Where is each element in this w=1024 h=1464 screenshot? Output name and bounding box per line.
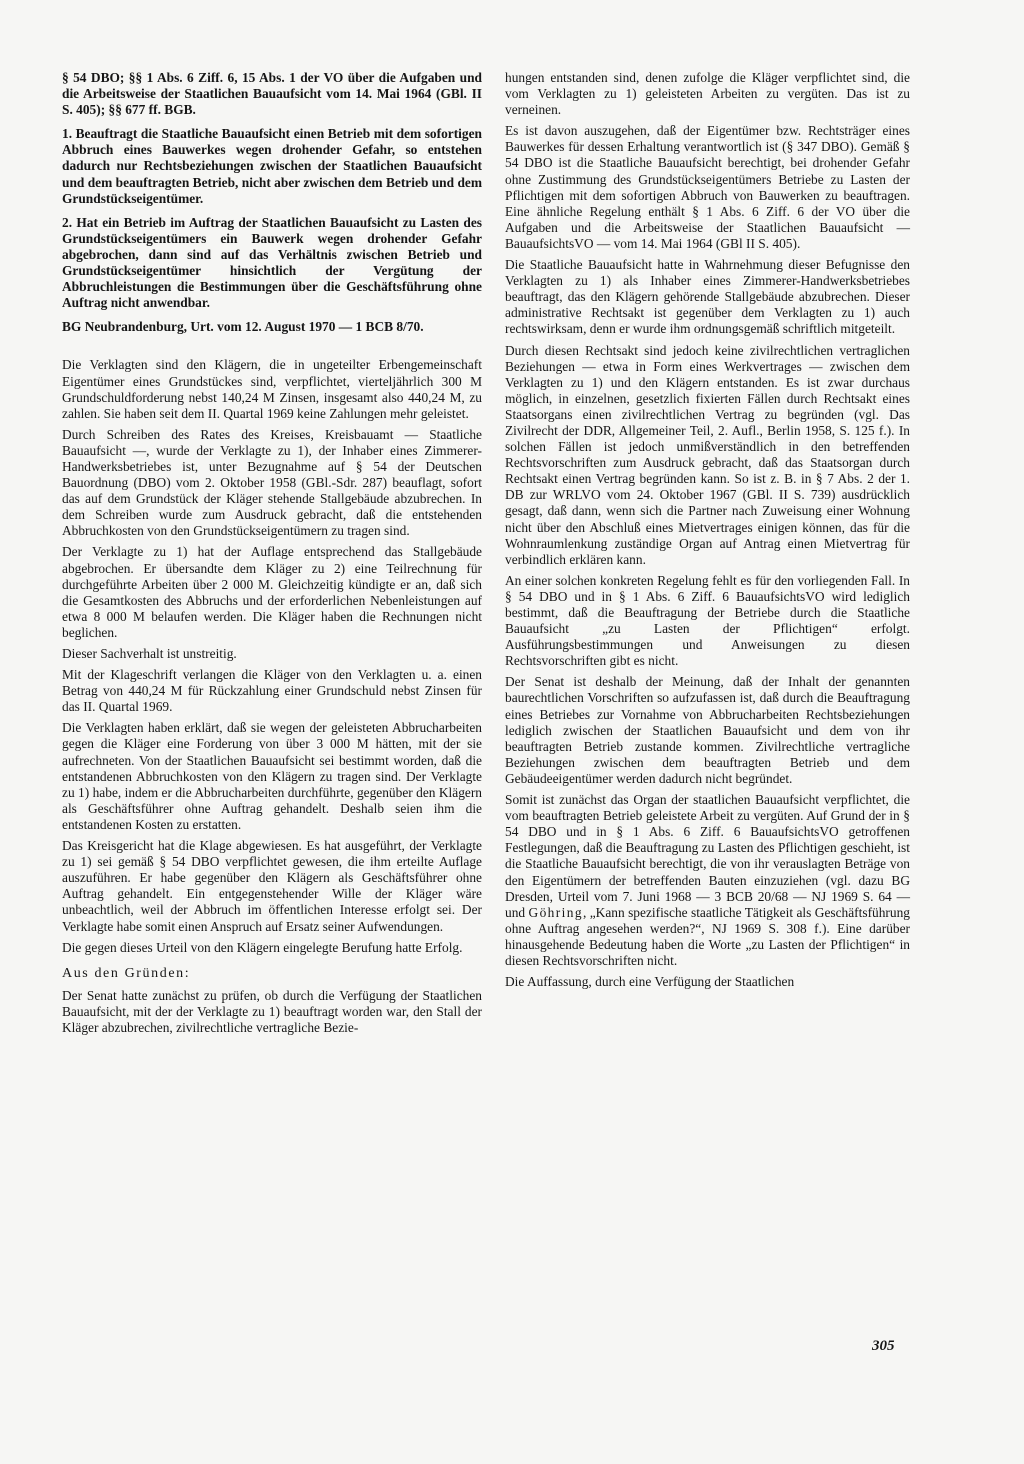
facts-paragraph: Die Verklagten haben erklärt, daß sie wegen der geleisteten Abbrucharbeiten gegen die Kläger eine Forderung von über 3 000 M hätten, mit der sie aufrechneten. Von der Staatlichen Bauaufsicht sei bestimmt worden, daß die entstandenen Abbruchkosten von den Klägern zu tragen sind. Der Verklagte zu 1) habe, indem er die Abbrucharbeiten durchführte, gegenüber den Klägern als Geschäftsführer ohne Auftrag gehandelt. Deshalb seien ihm die entstandenen Kosten zu erstatten. <box>62 720 482 832</box>
headnote-lead-1: 1. Beauftragt die Staatliche Bauaufsicht einen Betrieb mit dem sofortigen Abbruch eines Bauwerkes wegen drohender Gefahr, so entstehen dadurch nur Rechtsbeziehungen zwischen der Staatlichen Bauaufsicht und dem beauftragten Betrieb, nicht aber zwischen dem Betrieb und dem Grundstückseigentümer. <box>62 126 482 206</box>
reasons-paragraph: Der Senat hatte zunächst zu prüfen, ob durch die Verfügung der Staatlichen Bauaufsicht, mit der der Verklagte zu 1) beauftragt worden war, den Stall der Kläger abzubrechen, zivilrechtliche vertragliche Bezie- <box>62 987 482 1035</box>
reasons-text: spezifische staatliche Tätigkeit als Geschäftsführung ohne Auftrag angesehen werden?“, NJ 1969 S. 308 f.). Eine darüber hinausgehende Bedeutung haben die Worte „zu Lasten der Pflichtigen“ in diesen Rechtsvorschriften nicht. <box>505 904 910 968</box>
right-column <box>505 70 910 995</box>
facts-paragraph: Durch Schreiben des Rates des Kreises, Kreisbauamt — Staatliche Bauaufsicht —, wurde der Verklagte zu 1), der Inhaber eines Zimmerer-Handwerksbetriebes ist, unter Bezugnahme auf § 54 der Deutschen Bauordnung (DBO) vom 2. Oktober 1958 (GBl.-Sdr. 287) beauflagt, sofort das auf dem Grundstück der Kläger stehende Stallgebäude abzubrechen. In dem Schreiben wurde zum Ausdruck gebracht, daß die entstehenden Abbruchkosten von den Grundstückseigentümern zu tragen sind. <box>62 426 482 539</box>
reasons-paragraph <box>505 792 910 969</box>
reasons-paragraph: An einer solchen konkreten Regelung fehlt es für den vorliegenden Fall. In § 54 DBO und in § 1 Abs. 6 Ziff. 6 BauaufsichtsVO wird lediglich bestimmt, daß die Beauftragung der Betriebe durch die Staatliche Bauaufsicht „zu Lasten der Pflichtigen“ erfolgt. Ausführungsbestimmungen und Anweisungen zu diesen Rechtsvorschriften gibt es nicht. <box>505 572 910 669</box>
facts-paragraph: Die gegen dieses Urteil von den Klägern eingelegte Berufung hatte Erfolg. <box>62 939 463 955</box>
reasons-paragraph: Es ist davon auszugehen, daß der Eigentümer bzw. Rechtsträger eines Bauwerkes für dessen Erhaltung verantwortlich ist (§ 347 DBO). Gemäß § 54 DBO ist die Staatliche Bauaufsicht berechtigt, bei drohender Gefahr ohne Zustimmung des Grundstückseigentümers Betriebe zu Lasten der Pflichtigen mit dem sofortigen Abbruch von Bauwerken zu beauftragen. Eine ähnliche Regelung enthält § 1 Abs. 6 Ziff. 6 der VO über die Aufgaben und die Arbeitsweise der Staatlichen Bauaufsicht — BauaufsichtsVO — vom 14. Mai 1964 (GBl II S. 405). <box>505 123 910 251</box>
left-column <box>62 70 482 1041</box>
reasons-paragraph: Die Auffassung, durch eine Verfügung der Staatlichen <box>505 974 795 990</box>
reasons-paragraph: Die Staatliche Bauaufsicht hatte in Wahrnehmung dieser Befugnisse den Verklagten zu 1) als Inhaber eines Zimmerer-Handwerksbetriebes beauftragt, das den Klägern gehörende Stallgebäude abzubrechen. Dieser administrative Rechtsakt ist gegenüber dem Verklagten zu 1) auch rechtswirksam, denn er wurde ihm ordnungsgemäß schriftlich mitgeteilt. <box>505 257 910 337</box>
quote-start: , „Kann <box>582 904 625 920</box>
author-name: Göhring <box>528 904 583 920</box>
section-heading-reasons: Aus den Gründen: <box>62 965 191 981</box>
facts-paragraph: Mit der Klageschrift verlangen die Kläger von den Verklagten u. a. einen Betrag von 440,24 M für Rückzahlung einer Grundschuld nebst Zinsen für das II. Quartal 1969. <box>62 667 482 715</box>
reasons-text: Somit ist zunächst das Organ der staatlichen Bauaufsicht verpflichtet, die vom beauftragten Betrieb geleistete Arbeit zu vergüten. Auf Grund der in § 54 DBO und in § 1 Abs. 6 Ziff. 6 BauaufsichtsVO getroffenen Festlegungen, daß die Beauftragung zu Lasten des Pflichtigen geschieht, ist die Staatliche Bauaufsicht berechtigt, die von ihr verauslagten Beträge von den Eigentümern der betreffenden Bauten einzuziehen (vgl. dazu BG Dresden, Urteil vom 7. Juni 1968 — 3 BCB 20/68 — NJ 1969 S. 64 — und <box>505 792 910 920</box>
facts-paragraph: Das Kreisgericht hat die Klage abgewiesen. Es hat ausgeführt, der Verklagte zu 1) sei gemäß § 54 DBO verpflichtet gewesen, die ihm erteilte Auflage auszuführen. Er habe gegenüber den Klägern als Geschäftsführer ohne Auftrag gehandelt. Ein entgegenstehender Wille der Kläger wäre unbeachtlich, weil der Abbruch im öffentlichen Interesse erfolgt sei. Der Verklagte habe somit einen Anspruch auf Ersatz seiner Aufwendungen. <box>62 838 482 934</box>
page-number: 305 <box>872 1338 895 1354</box>
facts-paragraph: Die Verklagten sind den Klägern, die in ungeteilter Erbengemeinschaft Eigentümer eines Grundstückes sind, verpflichtet, vierteljährlich 300 M Grundschuldforderung nebst 140,24 M Zinsen, insgesamt also 440,24 M, zu zahlen. Sie haben seit dem II. Quartal 1969 keine Zahlungen mehr geleistet. <box>62 357 482 421</box>
reasons-paragraph: hungen entstanden sind, denen zufolge die Kläger verpflichtet sind, die vom Verklagten zu 1) geleisteten Arbeiten zu vergüten. Das ist zu verneinen. <box>505 70 910 118</box>
facts-paragraph: Dieser Sachverhalt ist unstreitig. <box>62 646 237 661</box>
facts-paragraph: Der Verklagte zu 1) hat der Auflage entsprechend das Stallgebäude abgebrochen. Er übersandte dem Kläger zu 2) eine Teilrechnung für durchgeführte Arbeiten über 2 000 M. Gleichzeitig kündigte er an, daß sich die Gesamtkosten des Abbruchs und der erforderlichen Nebenleistungen auf etwa 8 000 M belaufen werden. Die Kläger haben die Rechnungen nicht beglichen. <box>62 544 482 640</box>
headnote-lead-2: 2. Hat ein Betrieb im Auftrag der Staatlichen Bauaufsicht zu Lasten des Grundstückseigentümers ein Bauwerk wegen drohender Gefahr abgebrochen, dann sind auf das Verhältnis zwischen Betrieb und Grundstückseigentümer hinsichtlich der Vergütung der Abbruchleistungen die Bestimmungen über die Geschäftsführung ohne Auftrag nicht anwendbar. <box>62 214 482 311</box>
headnote-norms: § 54 DBO; §§ 1 Abs. 6 Ziff. 6, 15 Abs. 1 der VO über die Aufgaben und die Arbeitsweise der Staatlichen Bauaufsicht vom 14. Mai 1964 (GBl. II S. 405); §§ 677 ff. BGB. <box>62 70 482 118</box>
court-citation: BG Neubrandenburg, Urt. vom 12. August 1970 — 1 BCB 8/70. <box>62 319 424 335</box>
reasons-paragraph: Der Senat ist deshalb der Meinung, daß der Inhalt der genannten baurechtlichen Vorschriften so aufzufassen ist, daß durch die Beauftragung eines Betriebes zur Vornahme von Abbrucharbeiten Rechtsbeziehungen lediglich zwischen der Staatlichen Bauaufsicht und dem von ihr beauftragten Betrieb zustande kommen. Zivilrechtliche vertragliche Beziehungen zwischen dem beauftragten Betrieb und dem Gebäudeeigentümer werden dadurch nicht begründet. <box>505 674 910 786</box>
reasons-paragraph: Durch diesen Rechtsakt sind jedoch keine zivilrechtlichen vertraglichen Beziehungen — etwa in Form eines Werkvertrages — zwischen dem Verklagten zu 1) und den Klägern entstanden. Es ist zwar durchaus möglich, in einzelnen, gesetzlich fixierten Fällen durch Rechtsakt eines Staatsorgans einen zivilrechtlichen Vertrag zu begründen (vgl. Das Zivilrecht der DDR, Allgemeiner Teil, 2. Aufl., Berlin 1958, S. 125 f.). In solchen Fällen ist jedoch unmißverständlich in den betreffenden Rechtsvorschriften zum Ausdruck gebracht, daß das Staatsorgan durch Rechtsakt einen Vertrag begründen kann. So ist z. B. in § 7 Abs. 2 der 1. DB zur WRLVO vom 24. Oktober 1967 (GBl. II S. 739) ausdrücklich gesagt, daß dann, wenn sich die Partner nach Zuweisung einer Wohnung nicht über den Abschluß eines Mietvertrages einigen können, das für die Wohnraumlenkung zuständige Organ auf Antrag einen Mietvertrag für verbindlich erklären kann. <box>505 342 910 567</box>
